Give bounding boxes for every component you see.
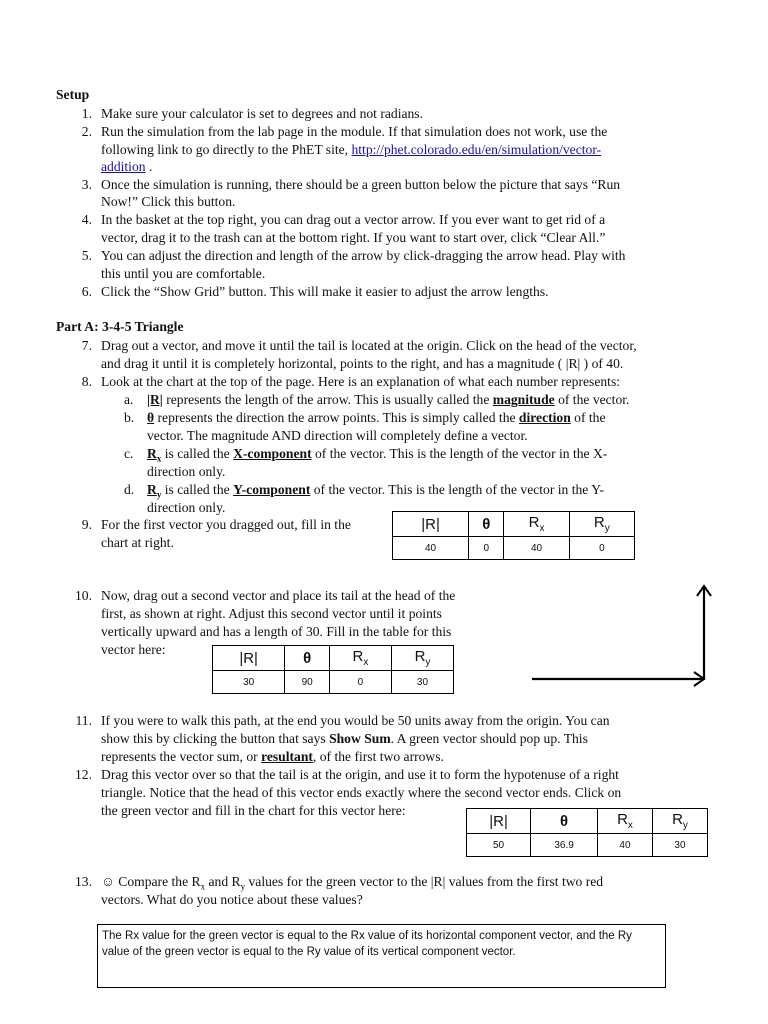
item-6-line: Click the “Show Grid” button. This will make it easier to adjust the arrow lengths. — [101, 284, 549, 299]
item-5-line: this until you are comfortable. — [101, 266, 266, 281]
header-ry: $R_y$ — [391, 646, 453, 671]
cell-theta[interactable]: 90 — [285, 671, 330, 694]
item-8-line: Look at the chart at the top of the page. Here is an explanation of what each number represents: — [101, 374, 621, 389]
rx-symbol: R — [147, 446, 157, 461]
header-theta: θ — [531, 809, 598, 834]
item-2-text: following link to go directly to the PhET site, — [101, 142, 352, 157]
item-number: 3. — [81, 177, 92, 192]
sub-letter: c. — [124, 446, 134, 461]
cell-magnitude[interactable]: 50 — [467, 834, 531, 857]
setup-heading: Setup — [56, 87, 90, 102]
cell-ry[interactable]: 30 — [391, 671, 453, 694]
item-9-line: For the first vector you dragged out, fill in the — [101, 517, 351, 532]
item-number: 8. — [81, 374, 92, 389]
show-sum-term: Show Sum — [329, 731, 391, 746]
item-12-line: triangle. Notice that the head of this vector ends exactly where the second vector ends. Click on — [101, 785, 622, 800]
item-10-line: first, as shown at right. Adjust this second vector until it points — [101, 606, 442, 621]
vector-table-2 — [212, 645, 454, 694]
item-11-text: show this by clicking the button that says — [101, 731, 330, 746]
item-number: 1. — [81, 106, 92, 121]
item-number: 11. — [75, 713, 92, 728]
vector-table-3 — [466, 808, 708, 857]
item-11-text: . A green vector should pop up. This — [390, 731, 588, 746]
sub-letter: b. — [124, 410, 135, 425]
cell-magnitude[interactable]: 40 — [393, 537, 469, 560]
item-4-line: vector, drag it to the trash can at the bottom right. If you want to start over, click “Clear All.” — [101, 230, 606, 245]
item-number: 12. — [75, 767, 92, 782]
sub-d-text: is called the — [161, 482, 234, 497]
item-11-line: If you were to walk this path, at the end you would be 50 units away from the origin. You can — [101, 713, 610, 728]
magnitude-term: magnitude — [492, 392, 555, 407]
item-11-line — [101, 748, 444, 766]
vector-diagram — [526, 580, 716, 690]
item-11-text: , of the first two arrows. — [312, 749, 444, 764]
item-number: 2. — [81, 124, 92, 139]
header-magnitude: |R| — [467, 809, 531, 834]
item-9-line: chart at right. — [101, 535, 174, 550]
item-number: 13. — [75, 874, 92, 889]
part-a-heading: Part A: 3-4-5 Triangle — [56, 319, 184, 334]
sub-letter: d. — [124, 482, 135, 497]
header-ry: $R_y$ — [569, 512, 634, 537]
phet-link-continued[interactable]: addition — [101, 159, 146, 174]
item-2-line — [101, 141, 601, 159]
header-ry: $R_y$ — [652, 809, 707, 834]
header-theta: θ — [285, 646, 330, 671]
resultant-term: resultant — [261, 749, 313, 764]
header-rx: $R_x$ — [597, 809, 652, 834]
item-10-line: vector here: — [101, 642, 166, 657]
vector-table-1 — [392, 511, 635, 560]
theta-symbol: θ — [147, 410, 155, 425]
magnitude-symbol: |R| — [147, 392, 163, 407]
y-component-term: Y-component — [233, 482, 311, 497]
sub-letter: a. — [124, 392, 134, 407]
item-number: 9. — [81, 517, 92, 532]
direction-term: direction — [518, 410, 571, 425]
cell-rx[interactable]: 0 — [329, 671, 391, 694]
header-rx: $R_x$ — [504, 512, 569, 537]
cell-ry[interactable]: 30 — [652, 834, 707, 857]
cell-ry[interactable]: 0 — [569, 537, 634, 560]
item-12-line: Drag this vector over so that the tail is at the origin, and use it to form the hypotenuse of a right — [101, 767, 619, 782]
sub-b-line — [147, 409, 606, 427]
item-number: 6. — [81, 284, 92, 299]
ry-subscript: y — [156, 489, 162, 500]
item-2-tail: . — [145, 159, 153, 174]
sub-a-line — [147, 391, 629, 409]
cell-theta[interactable]: 36.9 — [531, 834, 598, 857]
sub-a-text: represents the length of the arrow. This is usually called the — [162, 392, 493, 407]
sub-d-text: of the vector. This is the length of the vector in the Y- — [310, 482, 605, 497]
sub-c-text: is called the — [161, 446, 234, 461]
answer-textbox[interactable]: The Rx value for the green vector is equal to the Rx value of its horizontal component vector, and the Ry value of the green vector is equal to the Ry value of its vertical component vector. — [97, 924, 666, 988]
item-13-text: values for the green vector to the |R| values from the first two red — [245, 874, 604, 889]
sub-b-line: vector. The magnitude AND direction will completely define a vector. — [147, 428, 528, 443]
item-5-line: You can adjust the direction and length of the arrow by click-dragging the arrow head. Play with — [101, 248, 626, 263]
cell-theta[interactable]: 0 — [469, 537, 504, 560]
item-4-line: In the basket at the top right, you can drag out a vector arrow. If you ever want to get rid of a — [101, 212, 606, 227]
item-1-line: Make sure your calculator is set to degrees and not radians. — [101, 106, 423, 121]
cell-rx[interactable]: 40 — [504, 537, 569, 560]
item-7-line: and drag it until it is completely horizontal, points to the right, and has a magnitude ( |R| ) of 40. — [101, 356, 624, 371]
item-number: 7. — [81, 338, 92, 353]
item-number: 5. — [81, 248, 92, 263]
item-13-text: and R — [205, 874, 241, 889]
header-rx: $R_x$ — [329, 646, 391, 671]
item-number: 4. — [81, 212, 92, 227]
header-magnitude: |R| — [393, 512, 469, 537]
header-magnitude: |R| — [213, 646, 285, 671]
item-3-line: Now!” Click this button. — [101, 194, 236, 209]
item-13-sub: y — [240, 881, 246, 892]
item-7-line: Drag out a vector, and move it until the tail is located at the origin. Click on the head of the vector, — [101, 338, 637, 353]
phet-link[interactable]: http://phet.colorado.edu/en/simulation/vector- — [351, 142, 602, 157]
sub-c-text: of the vector. This is the length of the vector in the X- — [311, 446, 608, 461]
sub-d-line: direction only. — [147, 500, 226, 515]
cell-rx[interactable]: 40 — [597, 834, 652, 857]
item-13-line: vectors. What do you notice about these values? — [101, 892, 363, 907]
smiley-icon: ☺ — [101, 874, 115, 889]
sub-b-text: represents the direction the arrow points. This is simply called the — [154, 410, 519, 425]
item-2-line: Run the simulation from the lab page in the module. If that simulation does not work, use the — [101, 124, 608, 139]
item-number: 10. — [75, 588, 92, 603]
item-13-text: Compare the R — [114, 874, 201, 889]
sub-c-line: direction only. — [147, 464, 226, 479]
item-11-text: represents the vector sum, or — [101, 749, 262, 764]
rx-subscript: x — [156, 453, 162, 464]
item-13-sub: x — [200, 881, 206, 892]
sub-a-text: of the vector. — [554, 392, 630, 407]
header-theta: θ — [469, 512, 504, 537]
item-11-line — [101, 730, 588, 748]
item-2-line — [101, 158, 152, 176]
item-10-line: Now, drag out a second vector and place its tail at the head of the — [101, 588, 456, 603]
item-10-line: vertically upward and has a length of 30. Fill in the table for this — [101, 624, 452, 639]
x-component-term: X-component — [233, 446, 312, 461]
ry-symbol: R — [147, 482, 157, 497]
item-3-line: Once the simulation is running, there should be a green button below the picture that says “Run — [101, 177, 621, 192]
item-12-line: the green vector and fill in the chart for this vector here: — [101, 803, 406, 818]
cell-magnitude[interactable]: 30 — [213, 671, 285, 694]
sub-b-text: of the — [570, 410, 606, 425]
